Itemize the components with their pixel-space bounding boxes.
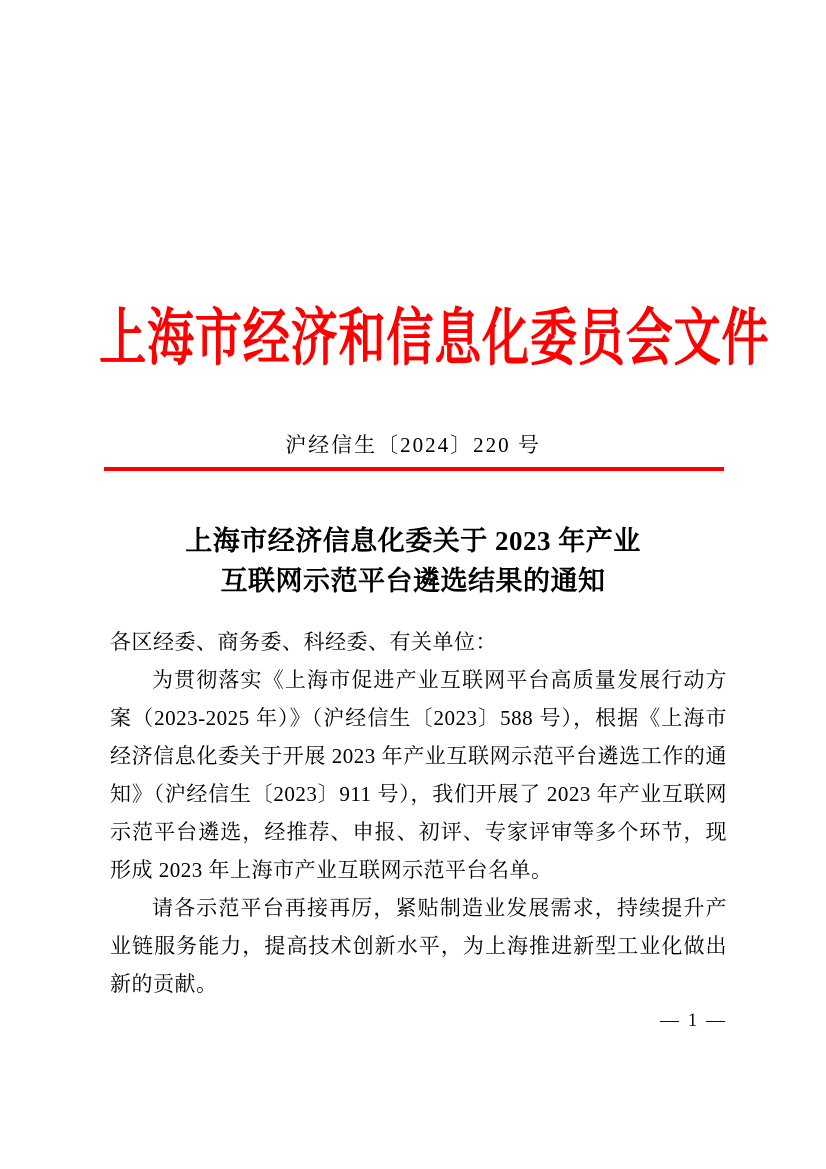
red-divider-line xyxy=(104,467,724,471)
document-number: 沪经信生〔2024〕220 号 xyxy=(285,433,541,457)
body-paragraph: 为贯彻落实《上海市促进产业互联网平台高质量发展行动方案（2023-2025 年）》（沪经信生〔2023〕588 号），根据《上海市经济信息化委关于开展 2023 年产业互联网示范平台遴选工作的通知》（沪经信生〔2023〕911 号），我们开展了 2023 年产业互联网示范平台遴选，经推荐、申报、初评、专家评审等多个环节，现形成 2023 年上海市产业互联网示范平台名单。 xyxy=(110,668,727,882)
page-number: — 1 — xyxy=(660,1010,727,1031)
body-paragraph: 请各示范平台再接再厉，紧贴制造业发展需求，持续提升产业链服务能力，提高技术创新水平，为上海推进新型工业化做出新的贡献。 xyxy=(110,896,727,996)
document-title xyxy=(0,521,826,601)
document-title-line1: 上海市经济信息化委关于 2023 年产业 xyxy=(185,526,641,556)
document-title-line2: 互联网示范平台遴选结果的通知 xyxy=(220,566,606,596)
document-body xyxy=(110,623,727,1003)
agency-header-title: 上海市经济和信息化委员会文件 xyxy=(99,305,770,373)
salutation-line: 各区经委、商务委、科经委、有关单位： xyxy=(110,630,497,654)
